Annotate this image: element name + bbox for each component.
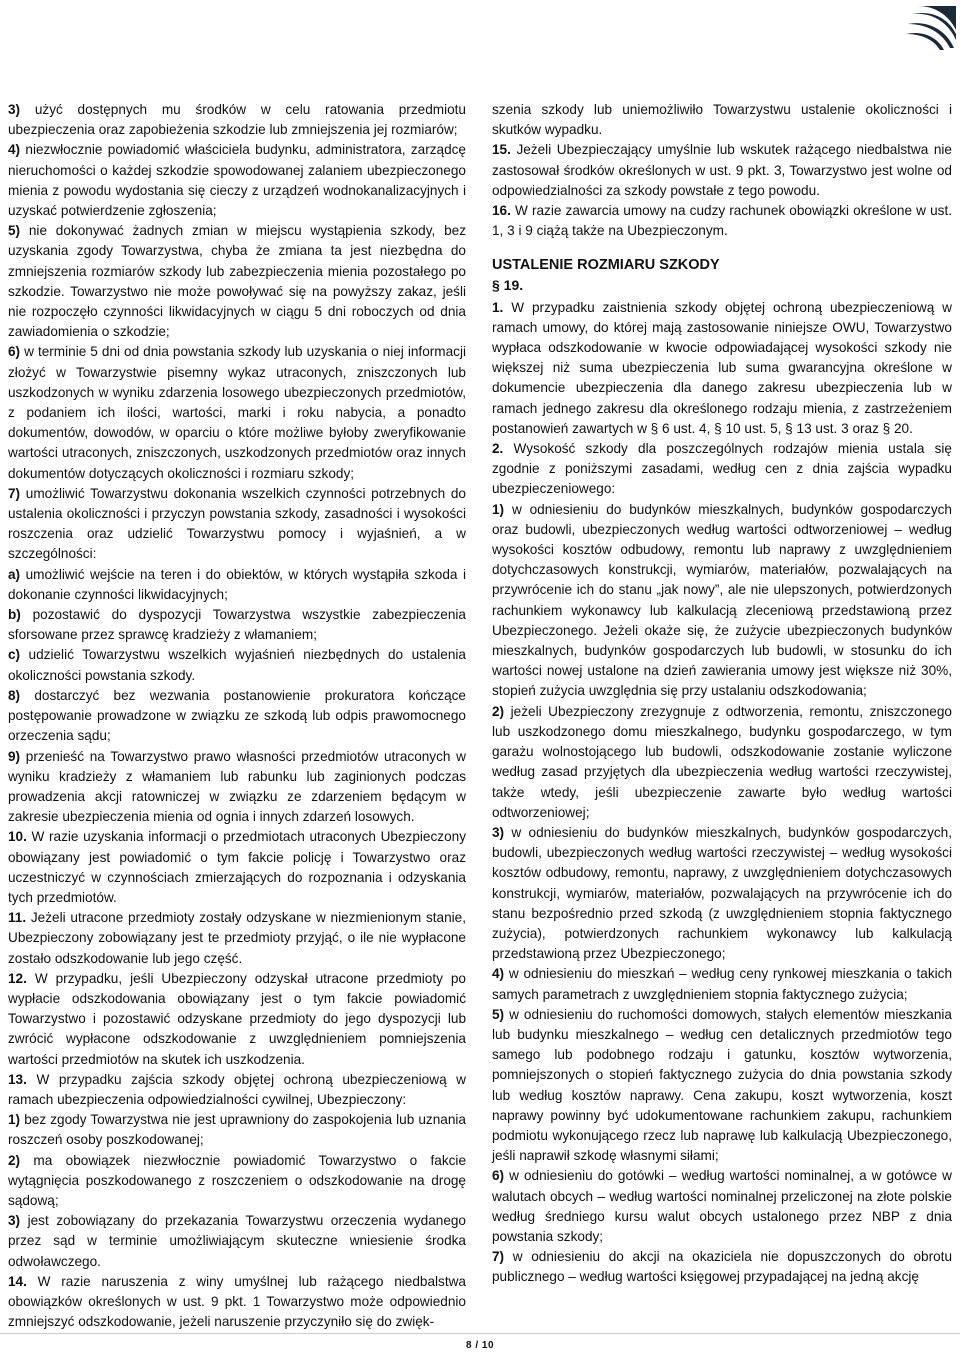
paragraph-number: 1. xyxy=(492,299,504,315)
paragraph-text: w terminie 5 dni od dnia powstania szkody lub uzyskania o niej informacji złożyć w Towarzystwie pisemny wykaz utraconych, zniszczonych lub uszkodzonych w wyniku zdarzenia losowego ubezpieczonych przedmiotów, z podaniem ich ilości, wartości, marki i roku nabycia, a ponadto dokumentów, dowodów, w oparciu o które możliwe byłoby zweryfikowanie wartości utraconych, zniszczonych, uszkodzonych przedmiotów oraz innych dokumentów dotyczących okoliczności i rozmiaru szkody; xyxy=(8,344,466,481)
paragraph xyxy=(8,100,466,140)
paragraph xyxy=(492,964,952,1004)
paragraph-text: w odniesieniu do ruchomości domowych, stałych elementów mieszkania lub budynku mieszkalnego – według cen detalicznych przedmiotów tego samego lub podobnego rodzaju i gatunku, kosztów wytworzenia, pomniejszonych o stopień faktycznego zużycia do dnia powstania szkody lub według kosztów naprawy. Cena zakupu, koszt wytworzenia, koszt naprawy powinny być udokumentowane rachunkiem zakupu, rachunkiem podmiotu wykonującego rzecz lub naprawę lub kalkulacją Ubezpieczonego, jeśli naprawił szkodę własnymi siłami; xyxy=(492,1006,952,1164)
paragraph xyxy=(8,484,466,565)
paragraph-text: w odniesieniu do akcji na okaziciela nie dopuszczonych do obrotu publicznego – według wartości księgowej przypadającej na jedną akcję xyxy=(492,1249,952,1285)
paragraph xyxy=(8,342,466,483)
paragraph-number: b) xyxy=(8,607,21,623)
paragraph-number: 9) xyxy=(8,748,21,764)
paragraph-number: 5) xyxy=(8,223,21,239)
paragraph-text: w odniesieniu do gotówki – według wartości nominalnej, a w gotówce w walutach obcych – według wartości nominalnej przeliczonej na złote polskie według średniego kursu walut obcych ustalonego przez NBP z dnia powstania szkody; xyxy=(492,1168,952,1244)
paragraph-number: 2. xyxy=(492,441,504,457)
paragraph-text: udzielić Towarzystwu wszelkich wyjaśnień niezbędnych do ustalenia okoliczności powstania szkody. xyxy=(8,647,466,683)
paragraph xyxy=(8,908,466,969)
paragraph-number: 3) xyxy=(8,1213,21,1229)
paragraph-number: 13. xyxy=(8,1071,27,1087)
paragraph-text: w odniesieniu do budynków mieszkalnych, budynków gospodarczych, budowli, ubezpieczonych według wartości rzeczywistej – według wysokości kosztów odbudowy, remontu, naprawy, z uwzględnieniem dotychczasowych konstrukcji, wymiarów, materiałów, pozwalających na przywrócenie ich do stanu bezpośrednio przed szkodą (z uwzględnieniem stopnia faktycznego zużycia), potwierdzonych rachunkiem wykonawcy lub kalkulacją przedstawioną przez Ubezpieczonego; xyxy=(492,824,952,962)
paragraph xyxy=(8,686,466,747)
right-column-top xyxy=(492,100,952,241)
right-column xyxy=(492,100,952,1288)
paragraph-number: 12. xyxy=(8,970,27,986)
paragraph-text: W razie uzyskania informacji o przedmiotach utraconych Ubezpieczony obowiązany jest powiadomić o tym fakcie policję i Towarzystwo oraz uczestniczyć w czynnościach zmierzających do rozpoznania i odzyskania tych przedmiotów. xyxy=(8,829,466,905)
paragraph xyxy=(492,702,952,823)
paragraph-text: dostarczyć bez wezwania postanowienie prokuratora kończące postępowanie prowadzone w związku ze szkodą lub odpis prawomocnego orzeczenia sądu; xyxy=(8,687,466,744)
paragraph-number: 6) xyxy=(492,1168,505,1184)
paragraph-number: 8) xyxy=(8,687,21,703)
paragraph-number: 3) xyxy=(492,824,505,840)
paragraph-number: 11. xyxy=(8,910,27,926)
paragraph xyxy=(492,1005,952,1167)
paragraph-text: w odniesieniu do budynków mieszkalnych, budynków gospodarczych oraz budowli, ubezpieczonych według wartości odtworzeniowej – według wysokości kosztów odbudowy, remontu lub naprawy z uwzględnieniem dotychczasowych konstrukcji, wymiarów, materiałów, pozwalających na przywrócenie ich do stanu „jak nowy”, ale nie ulepszonych, potwierdzonych rachunkiem wykonawcy lub kalkulacją zleceniową przedstawioną przez Ubezpieczonego. Jeżeli okaże się, że zużycie ubezpieczonych budynków mieszkalnych, budynków gospodarczych lub budowli, w stosunku do ich wartości nowej ustalone na dzień zawierania umowy jest większe niż 30%, stopień zużycia uwzględnia się przy ustalaniu odszkodowania; xyxy=(492,501,952,699)
paragraph-number: 4) xyxy=(8,142,21,158)
paragraph-text: bez zgody Towarzystwa nie jest uprawniony do zaspokojenia lub uznania roszczeń osoby poszkodowanej; xyxy=(8,1112,466,1148)
paragraph xyxy=(8,605,466,645)
paragraph-text: w odniesieniu do mieszkań – według ceny rynkowej mieszkania o takich samych parametrach z uwzględnieniem stopnia faktycznego zużycia; xyxy=(492,966,952,1002)
paragraph xyxy=(8,1272,466,1333)
paragraph-text: niezwłocznie powiadomić właściciela budynku, administratora, zarządcę nieruchomości o każdej szkodzie spowodowanej zalaniem ubezpieczonego mienia z powodu wydostania się cieczy z urządzeń wodnokanalizacyjnych i uzyskać potwierdzenie zgłoszenia; xyxy=(8,142,466,219)
paragraph xyxy=(492,1247,952,1287)
paragraph-number: 1) xyxy=(8,1112,21,1128)
paragraph-number: 6) xyxy=(8,344,21,360)
company-logo-icon xyxy=(904,0,960,52)
paragraph-text: Wysokość szkody dla poszczególnych rodzajów mienia ustala się zgodnie z poniższymi zasadami, według cen z dnia zajścia wypadku ubezpieczeniowego: xyxy=(492,441,952,497)
paragraph xyxy=(492,439,952,500)
paragraph-text: umożliwić Towarzystwu dokonania wszelkich czynności potrzebnych do ustalenia okoliczności i przyczyn powstania szkody, zasadności i wysokości roszczenia oraz udzielić Towarzystwu pomocy i wyjaśnień, a w szczególności: xyxy=(8,485,466,562)
paragraph-text: W przypadku zajścia szkody objętej ochroną ubezpieczeniową w ramach ubezpieczenia odpowiedzialności cywilnej, Ubezpieczony: xyxy=(8,1071,466,1107)
paragraph xyxy=(8,1110,466,1150)
paragraph xyxy=(8,1211,466,1272)
paragraph-number: 16. xyxy=(492,203,511,219)
paragraph xyxy=(492,298,952,439)
section-number: § 19. xyxy=(492,277,524,294)
paragraph-number: 4) xyxy=(492,966,505,982)
paragraph-number: 1) xyxy=(492,501,505,517)
paragraph xyxy=(8,565,466,605)
paragraph-text: jest zobowiązany do przekazania Towarzystwu orzeczenia wydanego przez sąd w terminie umożliwiającym skuteczne wniesienie środka odwoławczego. xyxy=(8,1213,466,1269)
paragraph-text: jeżeli Ubezpieczony zrezygnuje z odtworzenia, remontu, zniszczonego lub uszkodzonego domu mieszkalnego, budynku gospodarczego, w tym garażu wolnostojącego lub budowli, odszkodowanie zostanie wyliczone według zasad przyjętych dla ubezpieczenia według wartości rzeczywistej, także wtedy, jeśli ubezpieczenie zawarte było według wartości odtworzeniowej; xyxy=(492,703,952,820)
paragraph-number: a) xyxy=(8,566,21,582)
paragraph xyxy=(8,1070,466,1110)
paragraph xyxy=(492,201,952,241)
paragraph-number: 10. xyxy=(8,829,27,845)
paragraph-text: użyć dostępnych mu środków w celu ratowania przedmiotu ubezpieczenia oraz zapobieżenia szkodzie lub zmniejszenia jej rozmiarów; xyxy=(8,102,466,138)
paragraph-number: 7) xyxy=(8,485,21,501)
paragraph-number: 5) xyxy=(492,1006,505,1022)
paragraph-number: 14. xyxy=(8,1273,27,1289)
paragraph-text: W razie zawarcia umowy na cudzy rachunek obowiązki określone w ust. 1, 3 i 9 ciążą także na Ubezpieczonym. xyxy=(492,203,952,239)
page-number: 8 / 10 xyxy=(465,1340,495,1351)
paragraph xyxy=(8,221,466,342)
section-heading: USTALENIE ROZMIARU SZKODY xyxy=(492,257,720,274)
paragraph-text: pozostawić do dyspozycji Towarzystwa wszystkie zabezpieczenia sforsowane przez sprawcę kradzieży z włamaniem; xyxy=(8,607,466,643)
paragraph-number: 7) xyxy=(492,1249,505,1265)
paragraph xyxy=(8,827,466,908)
paragraph-text: Jeżeli utracone przedmioty zostały odzyskane w niezmienionym stanie, Ubezpieczony zobowiązany jest te przedmioty przyjąć, o ile nie wypłacone zostało odszkodowanie lub jego część. xyxy=(8,910,466,966)
paragraph-text: W razie naruszenia z winy umyślnej lub rażącego niedbalstwa obowiązków określonych w ust. 9 pkt. 1 Towarzystwo może odpowiednio zmniejszyć odszkodowanie, jeżeli naruszenie przyczyniło się do zwięk- xyxy=(8,1273,466,1330)
right-column-bottom xyxy=(492,298,952,1288)
paragraph-text: W przypadku zaistnienia szkody objętej ochroną ubezpieczeniową w ramach umowy, do której mają zastosowanie niniejsze OWU, Towarzystwo wypłaca odszkodowanie w kwocie odpowiadającej wysokości szkody nie większej niż suma ubezpieczenia lub suma gwarancyjna określone w dokumencie ubezpieczenia dla danego zakresu ubezpieczenia lub w ramach jednego zakresu dla określonego rodzaju mienia, z zastrzeżeniem postanowień zawartych w § 6 ust. 4, § 10 ust. 5, § 13 ust. 3 oraz § 20. xyxy=(492,299,952,436)
paragraph-text: przenieść na Towarzystwo prawo własności przedmiotów utraconych w wyniku kradzieży z włamaniem lub rabunku lub zaginionych podczas prowadzenia akcji ratowniczej w związku ze zdarzeniem będącym w zakresie ubezpieczenia mienia od ognia i innych zdarzeń losowych. xyxy=(8,748,466,825)
paragraph xyxy=(492,1166,952,1247)
paragraph xyxy=(492,100,952,140)
paragraph-text: ma obowiązek niezwłocznie powiadomić Towarzystwo o fakcie wytągnięcia poszkodowanego z roszczeniem o odszkodowanie na drogę sądową; xyxy=(8,1152,466,1208)
paragraph xyxy=(8,747,466,828)
paragraph xyxy=(8,969,466,1070)
paragraph-number: c) xyxy=(8,647,21,663)
paragraph xyxy=(492,823,952,964)
paragraph xyxy=(8,1151,466,1212)
paragraph-number: 2) xyxy=(8,1152,21,1168)
paragraph xyxy=(8,140,466,221)
footer-divider xyxy=(0,1333,960,1334)
paragraph-text: Jeżeli Ubezpieczający umyślnie lub wskutek rażącego niedbalstwa nie zastosował środków określonych w ust. 9 pkt. 3, Towarzystwo jest wolne od odpowiedzialności za szkody powstałe z tego powodu. xyxy=(492,142,952,198)
paragraph-text: W przypadku, jeśli Ubezpieczony odzyskał utracone przedmioty po wypłacie odszkodowania obowiązany jest o tym fakcie powiadomić Towarzystwo i pozostawić odzyskane przedmioty do jego dyspozycji lub zwrócić wypłacone odszkodowanie z uwzględnieniem pomniejszenia wartości przedmiotów na skutek ich uszkodzenia. xyxy=(8,970,466,1067)
paragraph-number: 3) xyxy=(8,102,21,117)
paragraph xyxy=(492,140,952,201)
paragraph-number: 2) xyxy=(492,703,505,719)
paragraph xyxy=(492,500,952,702)
paragraph-text: nie dokonywać żadnych zmian w miejscu wystąpienia szkody, bez uzyskania zgody Towarzystwa, chyba że zmiana ta jest niezbędna do zmniejszenia rozmiarów szkody lub zabezpieczenia mienia pozostałego po szkodzie. Towarzystwo nie może powoływać się na powyższy zakaz, jeśli nie rozpoczęło czynności likwidacyjnych w ciągu 5 dni roboczych od dnia zawiadomienia o szkodzie; xyxy=(8,223,466,340)
paragraph-number: 15. xyxy=(492,142,511,158)
paragraph-text: umożliwić wejście na teren i do obiektów, w których wystąpiła szkoda i dokonanie czynności likwidacyjnych; xyxy=(8,566,466,602)
paragraph-text: szenia szkody lub uniemożliwiło Towarzystwu ustalenie okoliczności i skutków wypadku. xyxy=(492,102,952,138)
paragraph xyxy=(8,645,466,685)
left-column xyxy=(8,100,466,1332)
